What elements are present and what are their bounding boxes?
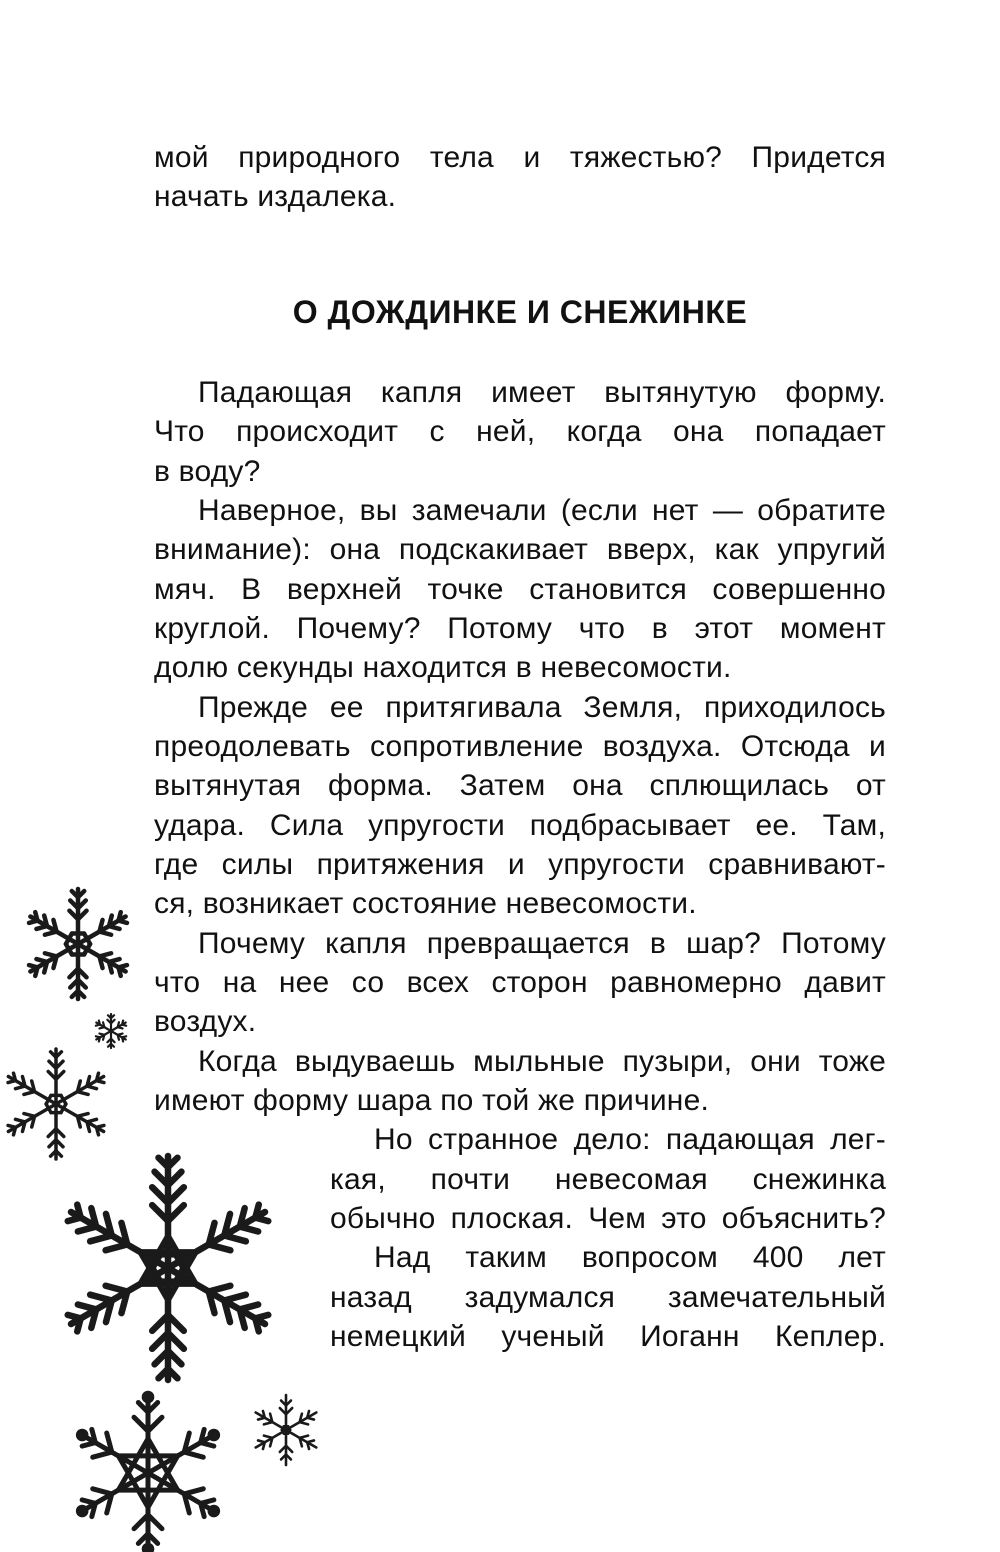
snowflake-icon	[0, 1042, 112, 1166]
body-line-21: кая, почти невесомая снежинка	[330, 1163, 886, 1196]
body-line-1: Падающая капля имеет вытянутую форму.	[198, 376, 886, 409]
intro-line-1: мой природного тела и тяжестью? Придется	[154, 141, 886, 174]
body-line-9: Прежде ее притягивала Земля, приходилось	[198, 691, 886, 724]
body-line-8: долю секунды находится в невесомости.	[154, 651, 732, 684]
snowflake-icon	[60, 1395, 236, 1552]
body-line-12: удара. Сила упругости подбрасывает ее. Там,	[154, 809, 886, 842]
snowflake-icon	[18, 884, 138, 1004]
body-line-4: Наверное, вы замечали (если нет — обратите	[198, 494, 886, 527]
snowflake-icon	[248, 1390, 324, 1470]
body-line-25: немецкий ученый Иоганн Кеплер.	[330, 1320, 886, 1353]
body-line-22: обычно плоская. Чем это объяснить?	[330, 1202, 886, 1235]
body-line-16: что на нее со всех сторон равномерно давит	[154, 966, 886, 999]
body-line-24: назад задумался замечательный	[330, 1281, 886, 1314]
section-title: О ДОЖДИНКЕ И СНЕЖИНКЕ	[292, 294, 748, 330]
body-line-23: Над таким вопросом 400 лет	[374, 1241, 886, 1274]
body-line-14: ся, возникает состояние невесомости.	[154, 887, 697, 920]
body-line-13: где силы притяжения и упругости сравнивают-	[154, 848, 886, 881]
body-line-20: Но странное дело: падающая лег-	[374, 1123, 886, 1156]
body-line-18: Когда выдуваешь мыльные пузыри, они тоже	[198, 1045, 886, 1078]
body-line-7: круглой. Почему? Потому что в этот момент	[154, 612, 886, 645]
body-line-11: вытянутая форма. Затем она сплющилась от	[154, 769, 886, 802]
intro-line-2: начать издалека.	[154, 180, 397, 213]
body-line-19: имеют форму шара по той же причине.	[154, 1084, 709, 1117]
body-line-15: Почему капля превращается в шар? Потому	[198, 927, 886, 960]
body-line-3: в воду?	[154, 455, 261, 488]
body-line-5: внимание): она подскакивает вверх, как упругий	[154, 533, 886, 566]
body-line-17: воздух.	[154, 1005, 257, 1038]
body-line-2: Что происходит с ней, когда она попадает	[154, 415, 886, 448]
snowflake-icon	[36, 1150, 300, 1386]
body-line-10: преодолевать сопротивление воздуха. Отсюда и	[154, 730, 886, 763]
body-line-6: мяч. В верхней точке становится совершенно	[154, 573, 886, 606]
